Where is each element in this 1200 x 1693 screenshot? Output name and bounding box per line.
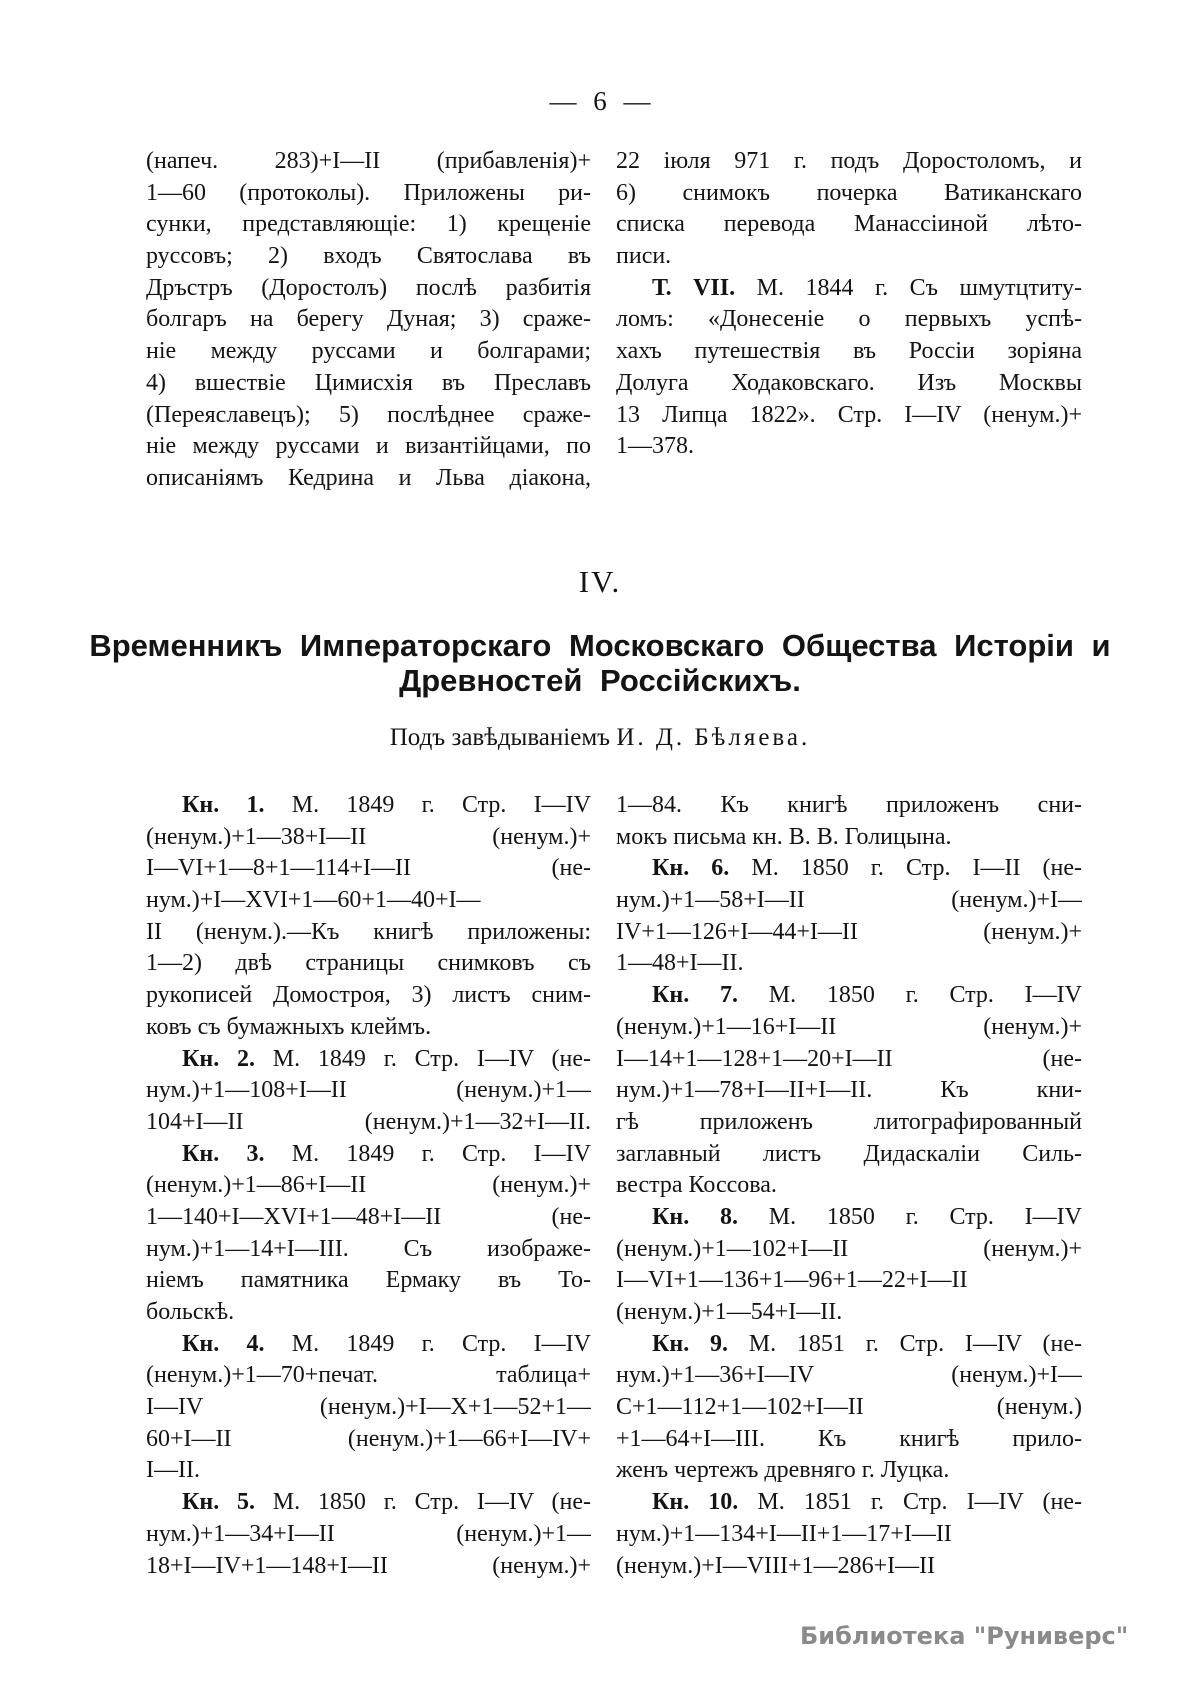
- text-line: заглавный листъ Дидаскаліи Силь-: [616, 1140, 1082, 1167]
- text-line: мокъ письма кн. В. В. Голицына.: [616, 823, 952, 850]
- text-line: хахъ путешествія въ Россіи зоріяна: [616, 338, 1082, 365]
- text-line: ковъ съ бумажныхъ клеймъ.: [146, 1013, 432, 1040]
- text-line: I—VI+1—136+1—96+1—22+I—II: [616, 1267, 968, 1294]
- text-line: нум.)+I—XVI+1—60+1—40+I—: [146, 887, 481, 914]
- text-line: Дръстръ (Доростолъ) послѣ разбитія: [146, 274, 591, 301]
- text-line: руссовъ; 2) входъ Святослава въ: [146, 243, 591, 270]
- text-line: больскѣ.: [146, 1299, 235, 1325]
- text-line: Кн. 7. М. 1850 г. Стр. I—IV: [652, 982, 1082, 1009]
- text-line: (ненум.)+1—86+I—II (ненум.)+: [146, 1172, 591, 1199]
- text-line: (ненум.)+1—16+I—II (ненум.)+: [616, 1013, 1082, 1040]
- text-line: (ненум.)+1—70+печат. таблица+: [146, 1362, 591, 1389]
- text-line: I—VI+1—8+1—114+I—II (не-: [146, 855, 591, 882]
- subtitle-prefix: Подъ завѣдываніемъ: [389, 724, 611, 751]
- text-line: Кн. 6. М. 1850 г. Стр. I—II (не-: [652, 855, 1082, 882]
- text-line: нум.)+1—108+I—II (ненум.)+1—: [146, 1077, 591, 1104]
- text-line: гѣ приложенъ литографированный: [616, 1108, 1082, 1135]
- text-line: Кн. 4. М. 1849 г. Стр. I—IV: [182, 1330, 591, 1357]
- text-line: нум.)+1—34+I—II (ненум.)+1—: [146, 1520, 591, 1547]
- text-line: I—IV (ненум.)+I—X+1—52+1—: [146, 1394, 591, 1421]
- text-line: нум.)+1—14+I—III. Съ изображе-: [146, 1235, 591, 1262]
- section-numeral: IV.: [578, 564, 622, 599]
- section-title-line2: Древностей Россійскихъ.: [399, 663, 801, 698]
- text-line: 6) снимокъ почерка Ватиканскаго: [616, 179, 1082, 206]
- text-line: нум.)+1—58+I—II (ненум.)+I—: [616, 887, 1082, 914]
- book-list-right-column: [616, 790, 1082, 1582]
- text-line: 22 іюля 971 г. подъ Доростоломъ, и: [616, 148, 1082, 174]
- text-line: 13 Липца 1822». Стр. I—IV (ненум.)+: [616, 401, 1082, 428]
- text-line: I—14+1—128+1—20+I—II (не-: [616, 1045, 1082, 1072]
- text-line: 1—60 (протоколы). Приложены ри-: [146, 179, 591, 206]
- text-line: писи.: [616, 243, 672, 270]
- text-line: 1—140+I—XVI+1—48+I—II (не-: [146, 1203, 591, 1230]
- text-line: 1—2) двѣ страницы снимковъ съ: [146, 950, 591, 977]
- text-line: ніемъ памятника Ермаку въ То-: [146, 1267, 591, 1294]
- page-number: — 6 —: [549, 86, 651, 116]
- text-line: 1—84. Къ книгѣ приложенъ сни-: [616, 792, 1082, 818]
- book-list-left-column: [146, 790, 591, 1582]
- text-line: Кн. 1. М. 1849 г. Стр. I—IV: [182, 792, 591, 818]
- text-line: нум.)+1—134+I—II+1—17+I—II: [616, 1520, 952, 1547]
- top-left-column: [146, 146, 591, 495]
- text-line: Кн. 2. М. 1849 г. Стр. I—IV (не-: [182, 1045, 591, 1072]
- text-line: Кн. 5. М. 1850 г. Стр. I—IV (не-: [182, 1489, 591, 1516]
- text-line: нум.)+1—36+I—IV (ненум.)+I—: [616, 1362, 1082, 1389]
- top-text-block: [146, 146, 1082, 495]
- text-line: (ненум.)+I—VIII+1—286+I—II: [616, 1552, 936, 1579]
- text-line: (ненум.)+1—38+I—II (ненум.)+: [146, 823, 591, 850]
- text-line: (Переяславецъ); 5) послѣднее сраже-: [146, 401, 591, 428]
- text-line: описаніямъ Кедрина и Льва діакона,: [146, 464, 591, 491]
- text-line: (ненум.)+1—102+I—II (ненум.)+: [616, 1235, 1082, 1262]
- text-line: Кн. 10. М. 1851 г. Стр. I—IV (не-: [652, 1489, 1082, 1516]
- text-line: 4) вшествіе Цимисхія въ Преславъ: [146, 369, 591, 396]
- text-line: Кн. 3. М. 1849 г. Стр. I—IV: [182, 1140, 591, 1167]
- text-line: 1—48+I—II.: [616, 950, 744, 977]
- text-line: 18+I—IV+1—148+I—II (ненум.)+: [146, 1552, 591, 1579]
- text-line: IV+1—126+I—44+I—II (ненум.)+: [616, 918, 1082, 945]
- section-title-line1: Временникъ Императорскаго Московскаго Общества Исторіи и: [89, 628, 1111, 663]
- text-line: ломъ: «Донесеніе о первыхъ успѣ-: [616, 306, 1082, 333]
- text-line: Долуга Ходаковскаго. Изъ Москвы: [616, 369, 1082, 396]
- text-line: вестра Коссова.: [616, 1172, 777, 1199]
- text-line: списка перевода Манассіиной лѣто-: [616, 211, 1082, 238]
- text-line: рукописей Домостроя, 3) листъ сним-: [146, 982, 591, 1009]
- text-line: II (ненум.).—Къ книгѣ приложены:: [146, 918, 591, 945]
- text-line: ніе между руссами и болгарами;: [146, 338, 591, 365]
- text-line: Кн. 9. М. 1851 г. Стр. I—IV (не-: [652, 1330, 1082, 1357]
- subtitle-editor-name: И. Д. Бѣляева.: [616, 724, 811, 751]
- text-line: (напеч. 283)+I—II (прибавленія)+: [146, 148, 591, 174]
- text-line: C+1—112+1—102+I—II (ненум.): [616, 1394, 1082, 1421]
- text-line: (ненум.)+1—54+I—II.: [616, 1299, 843, 1325]
- text-line: сунки, представляющіе: 1) крещеніе: [146, 211, 591, 238]
- text-line: женъ чертежъ древняго г. Луцка.: [616, 1457, 950, 1484]
- text-line: нум.)+1—78+I—II+I—II. Къ кни-: [616, 1077, 1082, 1104]
- text-line: Т. VII. М. 1844 г. Съ шмутцтиту-: [652, 274, 1082, 301]
- book-list-block: [146, 790, 1082, 1582]
- text-line: Кн. 8. М. 1850 г. Стр. I—IV: [652, 1203, 1082, 1230]
- text-line: 1—378.: [616, 433, 694, 460]
- section-title: [0, 628, 1200, 698]
- text-line: 104+I—II (ненум.)+1—32+I—II.: [146, 1108, 591, 1135]
- text-line: болгаръ на берегу Дуная; 3) сраже-: [146, 306, 591, 333]
- text-line: +1—64+I—III. Къ книгѣ прило-: [616, 1425, 1082, 1452]
- text-line: ніе между руссами и византійцами, по: [146, 433, 591, 460]
- text-line: 60+I—II (ненум.)+1—66+I—IV+: [146, 1425, 591, 1452]
- section-subtitle: [0, 724, 1200, 752]
- watermark: Библиотека "Руниверс": [800, 1622, 1129, 1650]
- text-line: I—II.: [146, 1457, 200, 1484]
- top-right-column: [616, 146, 1082, 495]
